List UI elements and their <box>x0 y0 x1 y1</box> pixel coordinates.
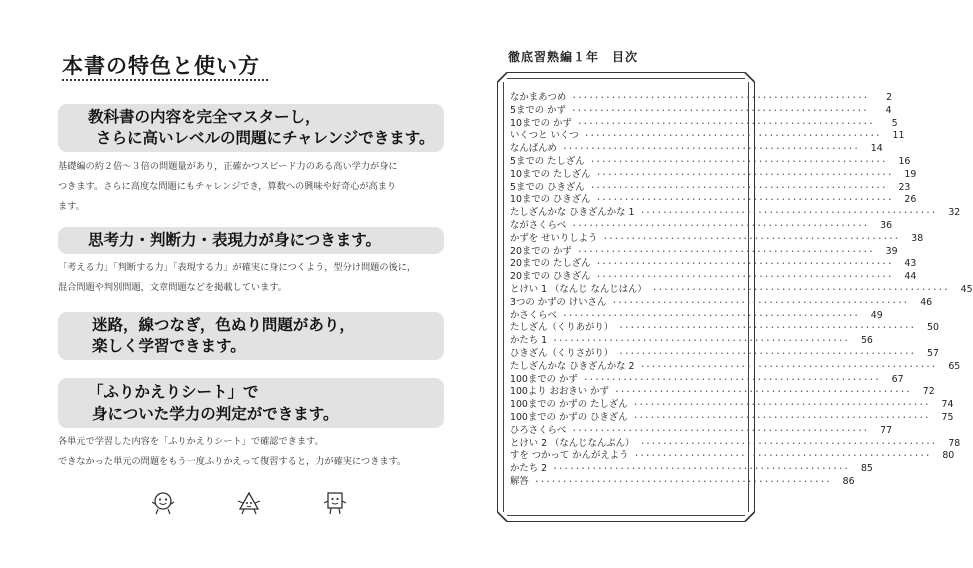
toc-entry-title: とけい 2 （なんじなんぷん） <box>510 437 635 449</box>
feature-heading-3 <box>58 312 444 360</box>
toc-entry <box>510 207 961 220</box>
toc-entry-title: 100より おおきい かず <box>510 386 609 398</box>
toc-entry-title: 3つの かずの けいさん <box>510 296 607 308</box>
toc-dot-leader: ･････････････････････････････････････････････････････ <box>572 93 870 102</box>
feature-description-1-line-2: つきます。さらに高度な問題にもチャレンジでき，算数への興味や好奇心が高まり <box>58 181 397 192</box>
toc-entry <box>510 283 973 297</box>
toc-dot-leader: ･････････････････････････････････････････････････････ <box>572 220 870 230</box>
toc-entry-page: 23 <box>898 181 911 193</box>
toc-entry-page: 80 <box>942 450 955 462</box>
toc-entry <box>510 219 893 233</box>
toc-entry <box>510 245 898 259</box>
toc-entry-page: 74 <box>941 399 954 411</box>
toc-entry-page: 85 <box>860 463 873 475</box>
toc-entry-page: 77 <box>880 424 893 436</box>
feature-heading-2 <box>58 227 444 254</box>
toc-dot-leader: ･････････････････････････････････････････････････････ <box>562 144 860 154</box>
toc-entry-title: たしざんかな ひきざんかな 2 <box>510 360 635 372</box>
square-character-icon <box>322 490 348 516</box>
toc-entry-title: かたち 1 <box>510 335 548 347</box>
toc-entry-page: 75 <box>941 411 954 423</box>
toc-dot-leader: ･････････････････････････････････････････････････････ <box>596 272 894 282</box>
toc-entry-page: 2 <box>886 92 893 103</box>
toc-entry-title: 5までの ひきざん <box>510 181 585 193</box>
feature-heading-2-line-1: 思考力・判断力・表現力が身につきます。 <box>88 231 381 249</box>
toc-entry-title: ひきざん（くりさがり） <box>510 347 614 359</box>
toc-heading: 徹底習熟編１年 目次 <box>508 50 639 64</box>
toc-dot-leader: ･････････････････････････････････････････････････････ <box>596 169 894 179</box>
toc-entry-page: 78 <box>948 437 961 449</box>
feature-heading-4-line-1: 「ふりかえりシート」で <box>88 383 259 401</box>
toc-entry <box>510 143 883 156</box>
toc-entry-title: とけい 1 （なんじ なんじはん） <box>510 283 647 295</box>
toc-entry <box>510 335 873 348</box>
toc-dot-leader: ･････････････････････････････････････････････････････ <box>640 438 938 448</box>
toc-entry-title: 5までの かず <box>510 104 566 116</box>
toc-dot-leader: ･････････････････････････････････････････････････････ <box>572 425 870 435</box>
toc-entry <box>510 92 893 105</box>
toc-dot-leader: ･････････････････････････････････････････････････････ <box>590 182 888 192</box>
toc-entry-title: 100までの かずの たしざん <box>510 399 628 411</box>
toc-entry-title: 10までの ひきざん <box>510 194 591 206</box>
toc-entry <box>510 155 911 169</box>
feature-heading-4 <box>58 378 444 428</box>
toc-entry-page: 57 <box>927 347 939 359</box>
toc-entry-title: 20までの たしざん <box>510 258 591 270</box>
toc-entry-title: いくつと いくつ <box>510 130 579 142</box>
toc-entry <box>510 322 939 335</box>
toc-entry-title: 100までの かず <box>510 373 578 385</box>
toc-entry-title: 100までの かずの ひきざん <box>510 411 628 423</box>
toc-entry-title: 10までの かず <box>510 117 572 129</box>
feature-description-1-line-3: ます。 <box>58 201 85 212</box>
toc-entry-title: なかまあつめ <box>510 92 567 103</box>
toc-entry <box>510 463 873 476</box>
feature-description-4 <box>58 432 406 472</box>
toc-entry-page: 38 <box>911 232 924 244</box>
triangle-character-icon <box>236 490 262 516</box>
toc-dot-leader: ･････････････････････････････････････････････････････ <box>596 259 894 269</box>
toc-dot-leader: ･････････････････････････････････････････････････････ <box>583 374 881 384</box>
toc-entry-title: かさくらべ <box>510 309 557 321</box>
toc-entry-page: 86 <box>842 475 855 487</box>
feature-description-2 <box>58 258 416 298</box>
toc-list <box>510 92 973 489</box>
toc-entry-title: すを つかって かんがえよう <box>510 450 629 462</box>
toc-entry <box>510 168 917 182</box>
toc-dot-leader: ･････････････････････････････････････････････････････ <box>577 118 875 128</box>
toc-entry-page: 36 <box>880 219 893 231</box>
toc-dot-leader: ･････････････････････････････････････････････････････ <box>571 105 869 115</box>
feature-description-2-line-2: 混合問題や判別問題，文章問題などを掲載しています。 <box>58 282 287 293</box>
toc-entry <box>510 475 855 489</box>
toc-entry <box>510 296 933 310</box>
toc-dot-leader: ･････････････････････････････････････････････････････ <box>652 284 950 294</box>
toc-entry-title: かたち 2 <box>510 463 548 475</box>
toc-dot-leader: ･････････････････････････････････････････････････････ <box>553 336 850 346</box>
feature-description-4-line-2: できなかった単元の問題をもう一度ふりかえって復習すると，力が確実につきます。 <box>58 456 407 467</box>
toc-entry <box>510 373 904 387</box>
toc-entry <box>510 424 893 438</box>
toc-dot-leader: ･････････････････････････････････････････････････････ <box>590 156 888 166</box>
toc-entry-page: 65 <box>948 360 961 372</box>
toc-entry-page: 46 <box>920 296 933 308</box>
feature-description-1 <box>58 157 398 217</box>
feature-heading-1-line-1: 教科書の内容を完全マスターし， <box>88 108 321 126</box>
toc-entry <box>510 232 924 246</box>
toc-entry-page: 39 <box>885 245 898 257</box>
toc-entry <box>510 194 917 207</box>
toc-entry <box>510 130 905 143</box>
toc-entry-page: 44 <box>904 271 917 283</box>
feature-heading-1 <box>58 104 444 152</box>
toc-dot-leader: ･････････････････････････････････････････････････････ <box>562 310 860 320</box>
toc-entry-page: 72 <box>922 386 935 398</box>
feature-description-1-line-1: 基礎編の約２倍～３倍の問題量があり，正確かつスピード力のある高い学力が身に <box>58 161 398 172</box>
toc-dot-leader: ･････････････････････････････････････････････････････ <box>634 451 932 461</box>
toc-entry-page: 4 <box>885 104 892 116</box>
toc-dot-leader: ･････････････････････････････････････････････････････ <box>603 233 901 243</box>
toc-dot-leader: ･････････････････････････････････････････････････････ <box>584 131 882 141</box>
toc-entry <box>510 411 954 425</box>
toc-dot-leader: ･････････････････････････････････････････････････････ <box>633 400 931 410</box>
toc-entry-title: 5までの たしざん <box>510 155 585 167</box>
feature-heading-4-line-2: 身についた学力の判定ができます。 <box>92 405 339 423</box>
toc-dot-leader: ･････････････････････････････････････････････････････ <box>619 323 916 333</box>
title-underline <box>62 79 268 81</box>
toc-dot-leader: ･････････････････････････････････････････････････････ <box>633 412 931 422</box>
toc-entry-page: 43 <box>904 258 917 270</box>
toc-entry-title: ひろさくらべ <box>510 424 567 436</box>
toc-entry <box>510 399 954 412</box>
toc-dot-leader: ･････････････････････････････････････････････････････ <box>596 195 894 205</box>
toc-entry-page: 49 <box>870 309 883 321</box>
toc-dot-leader: ･････････････････････････････････････････････････････ <box>640 361 938 371</box>
toc-entry-page: 50 <box>927 322 939 334</box>
toc-entry-page: 56 <box>860 335 873 347</box>
toc-entry-title: なんばんめ <box>510 143 557 155</box>
toc-entry <box>510 450 955 463</box>
toc-entry-title: 20までの ひきざん <box>510 271 591 283</box>
toc-dot-leader: ･････････････････････････････････････････････････････ <box>619 348 916 358</box>
feature-description-2-line-1: 「考える力」「判断する力」「表現する力」が確実に身につくよう，型分け問題の後に， <box>58 262 417 273</box>
toc-entry <box>510 117 898 131</box>
toc-entry-title: たしざん（くりあがり） <box>510 322 614 334</box>
toc-entry-page: 11 <box>892 130 905 142</box>
toc-dot-leader: ･････････････････････････････････････････････････････ <box>577 246 875 256</box>
toc-entry <box>510 347 939 361</box>
toc-entry <box>510 360 961 374</box>
toc-entry-page: 67 <box>891 373 904 385</box>
smiling-face-character-icon <box>150 490 176 516</box>
toc-entry-page: 32 <box>948 207 961 219</box>
toc-entry-page: 26 <box>904 194 917 206</box>
toc-entry <box>510 271 917 284</box>
toc-entry <box>510 386 935 399</box>
toc-entry-page: 14 <box>870 143 883 155</box>
toc-entry <box>510 309 883 323</box>
toc-entry <box>510 104 892 118</box>
feature-heading-3-line-1: 迷路，線つなぎ，色ぬり問題があり， <box>92 316 355 334</box>
toc-entry <box>510 258 917 271</box>
toc-entry-page: 5 <box>891 117 898 129</box>
toc-entry-title: ながさくらべ <box>510 219 567 231</box>
toc-entry-title: たしざんかな ひきざんかな 1 <box>510 207 635 219</box>
toc-dot-leader: ･････････････････････････････････････････････････････ <box>614 387 912 397</box>
toc-entry-title: かずを せいりしよう <box>510 232 598 244</box>
feature-heading-3-line-2: 楽しく学習できます。 <box>92 337 246 355</box>
toc-entry <box>510 181 911 195</box>
toc-entry-title: 20までの かず <box>510 245 572 257</box>
toc-dot-leader: ･････････････････････････････････････････････････････ <box>534 476 832 486</box>
feature-heading-1-line-2: さらに高いレベルの問題にチャレンジできます。 <box>96 129 435 147</box>
toc-entry-page: 16 <box>898 155 911 167</box>
toc-entry-page: 45 <box>960 283 973 295</box>
toc-entry-title: 解答 <box>510 475 529 487</box>
toc-dot-leader: ･････････････････････････････････････････････････････ <box>640 208 938 218</box>
page-title: 本書の特色と使い方 <box>62 54 260 78</box>
toc-entry-title: 10までの たしざん <box>510 168 591 180</box>
toc-entry-page: 19 <box>904 168 917 180</box>
toc-entry <box>510 437 961 451</box>
toc-dot-leader: ･････････････････････････････････････････････････････ <box>553 464 850 474</box>
toc-dot-leader: ･････････････････････････････････････････････････････ <box>612 297 910 307</box>
feature-description-4-line-1: 各単元で学習した内容を「ふりかえりシート」で確認できます。 <box>58 436 324 447</box>
